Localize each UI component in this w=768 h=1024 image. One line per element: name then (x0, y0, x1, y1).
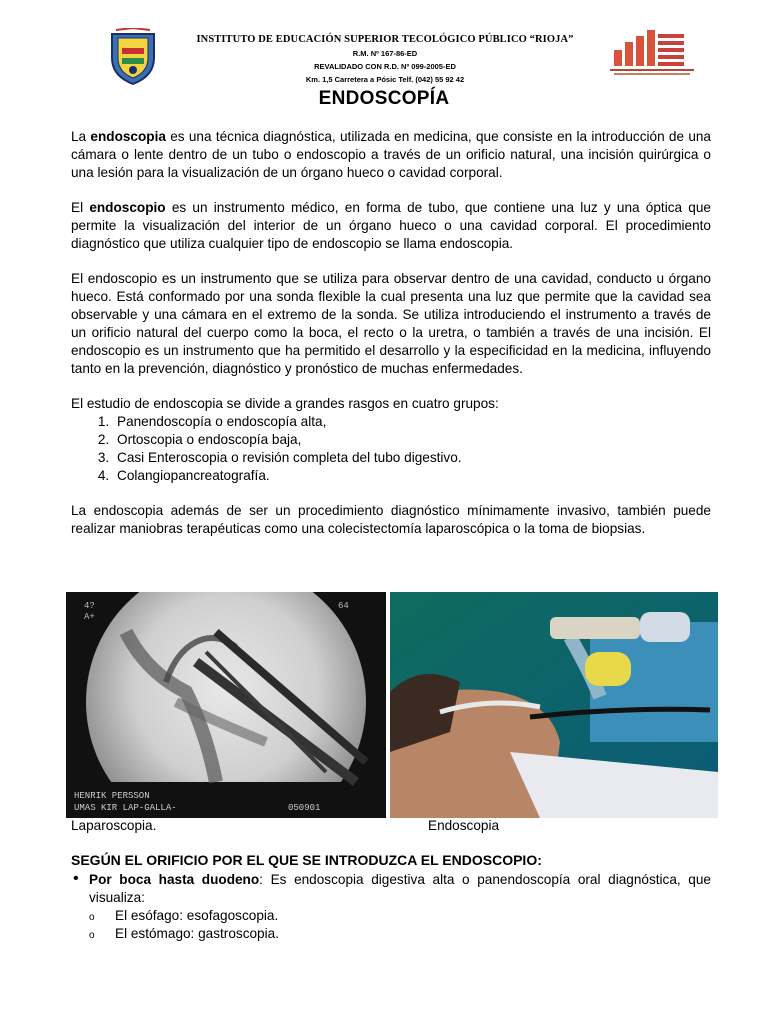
list-item: 3. Casi Enteroscopia o revisión completa del tubo digestivo. (113, 449, 711, 467)
caption-laparoscopia: Laparoscopia. (71, 818, 157, 833)
revalidation-number: REVALIDADO CON R.D. Nº 099-2005-ED (314, 62, 456, 71)
orifice-section (71, 851, 711, 943)
photo-captions (71, 818, 711, 836)
paragraph-endoscope: El endoscopio es un instrumento médico, en forma de tubo, que contiene una luz y una óptica que permite la visualización del interior de un órgano hueco o una cavidad corporal. El procedimiento diagnóstico que utiliza cualquier tipo de endoscopio se llama endoscopia. (71, 200, 711, 251)
list-item: 1. Panendoscopía o endoscopía alta, (113, 413, 711, 431)
institute-crest-logo (106, 28, 160, 86)
term-endoscopio: endoscopio (89, 200, 166, 215)
address-line: Km. 1,5 Carretera a Pósic Telf. (042) 55 92 42 (305, 75, 465, 84)
body-text (71, 128, 711, 555)
bullet-term: Por boca hasta duodeno (89, 872, 260, 887)
sub-list-item: o El esófago: esofagoscopia. (115, 907, 711, 925)
rm-number: R.M. Nº 167-86-ED (352, 49, 418, 58)
photo-row (66, 592, 718, 818)
regional-education-logo (606, 28, 698, 78)
paragraph-instrument: El endoscopio es un instrumento que se utiliza para observar dentro de una cavidad, conducto u órgano hueco. Está conformado por una sonda flexible la cual presenta una luz que permite que la cavidad sea observable y una cámara en el extremo de la sonda. Se utiliza introduciendo el instrumento a través de un orificio natural del cuerpo como la boca, el recto o la uretra, o también a través de una incisión. El endoscopio es un instrumento que ha permitido el desarrollo y la especificidad en la medicina, influyendo tanto en la prevención, diagnóstico y pronóstico de muchas enfermedades. (71, 271, 711, 376)
paragraph-groups-intro: El estudio de endoscopia se divide a grandes rasgos en cuatro grupos: (71, 396, 499, 411)
orifice-list (71, 871, 711, 943)
xray-label-tr: 64 (338, 601, 349, 611)
groups-list (71, 413, 711, 485)
sub-list-item: o El estómago: gastroscopia. (115, 925, 711, 943)
xray-label-tl2: A+ (84, 612, 95, 622)
list-item: 4. Colangiopancreatografía. (113, 467, 711, 485)
xray-label-b3: 050901 (288, 803, 321, 813)
institution-name: INSTITUTO DE EDUCACIÓN SUPERIOR TECOLÓGICO PÚBLICO “RIOJA” (196, 34, 574, 45)
laparoscopy-xray-image (66, 592, 386, 818)
page-title: ENDOSCOPÍA (318, 88, 450, 109)
list-item: • Por boca hasta duodeno: Es endoscopia digestiva alta o panendoscopía oral diagnóstica, que visualiza: o El esófago: esofagoscopia. o El estómago: gastroscopia. (89, 871, 711, 943)
xray-label-b1: HENRIK PERSSON (74, 791, 150, 801)
xray-label-b2: UMAS KIR LAP-GALLA- (74, 803, 177, 813)
term-endoscopia: endoscopia (90, 129, 166, 144)
paragraph-definition: La endoscopia es una técnica diagnóstica, utilizada en medicina, que consiste en la introducción de una cámara o lente dentro de un tubo o endoscopio a través de un orificio natural, una incisión quirúrgica o una lesión para la visualización de un órgano hueco o cavidad corporal. (71, 129, 711, 180)
letterhead (100, 28, 700, 88)
xray-label-tl1: 4? (84, 601, 95, 611)
section-heading: SEGÚN EL ORIFICIO POR EL QUE SE INTRODUZCA EL ENDOSCOPIO: (71, 852, 542, 868)
list-item: 2. Ortoscopia o endoscopía baja, (113, 431, 711, 449)
paragraph-therapeutic: La endoscopia además de ser un procedimiento diagnóstico mínimamente invasivo, también puede realizar maniobras terapéuticas como una colecistectomía laparoscópica o la toma de biopsias. (71, 503, 711, 536)
sub-list (89, 907, 711, 943)
caption-endoscopia: Endoscopia (428, 818, 500, 833)
endoscopy-patient-photo (390, 592, 718, 818)
